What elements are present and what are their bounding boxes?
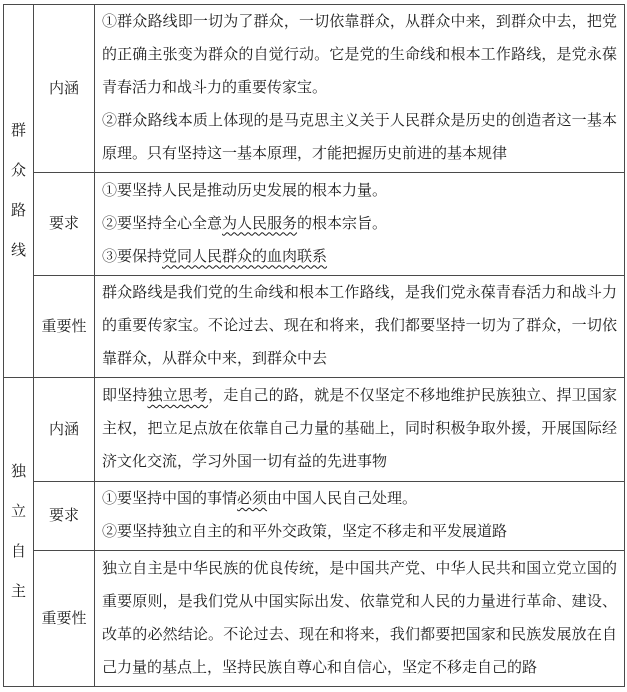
emphasized-text-segment: 必须: [237, 491, 268, 507]
section-title-independence: [4, 378, 34, 687]
row-label-requirements: 要求: [34, 482, 95, 551]
content-paragraph: [102, 277, 617, 376]
row-content-connotation: [95, 5, 625, 173]
row-label-importance: 重要性: [34, 276, 95, 378]
study-notes-table: [3, 4, 625, 687]
text-segment: ，走自己的路，就是不仅坚定不移地维护民族独立、捍卫国家主权，把立足点放在依靠自己力量的基础上，同时积极争取外援，开展国际经济文化交流，学习外国一切有益的先进事物: [102, 388, 617, 470]
text-segment: 即坚持: [102, 388, 148, 404]
content-paragraph: [102, 483, 617, 516]
text-segment: 由中国人民自己处理。: [267, 491, 418, 507]
row-content-connotation: [95, 378, 625, 482]
table-row: [4, 173, 625, 276]
text-segment: ②群众路线本质上体现的是马克思主义关于人民群众是历史的创造者这一基本原理。只有坚持这一基本原理，才能把握历史前进的基本规律: [102, 113, 617, 162]
content-paragraph: [102, 380, 617, 479]
table-row: [4, 276, 625, 378]
row-label-connotation: 内涵: [34, 5, 95, 173]
text-segment: ①要坚持人民是推动历史发展的根本力量。: [102, 182, 388, 199]
content-paragraph: [102, 516, 617, 549]
text-segment: 群众路线是我们党的生命线和根本工作路线，是我们党永葆青春活力和战斗力的重要传家宝。不论过去、现在和将来，我们都要坚持一切为了群众，一切依靠群众，从群众中来，到群众中去: [102, 285, 617, 367]
title-char: 自: [10, 544, 26, 560]
row-label-connotation: 内涵: [34, 378, 95, 482]
content-paragraph: [102, 6, 617, 105]
text-segment: 的根本宗旨。: [297, 215, 388, 232]
text-segment: ②要坚持独立自主的和平外交政策，坚定不移走和平发展道路: [102, 524, 508, 540]
emphasized-text-segment: 独立思考: [147, 388, 209, 404]
table-row: [4, 5, 625, 173]
table-row: [4, 482, 625, 551]
title-char: 线: [10, 243, 26, 259]
emphasized-text-segment: 为人民服务: [222, 215, 298, 232]
row-label-requirements: 要求: [34, 173, 95, 276]
section-title-mass-line: [4, 5, 34, 378]
title-char: 主: [10, 584, 26, 600]
table-body: [4, 5, 625, 687]
title-char: 立: [10, 504, 26, 520]
row-content-importance: [95, 551, 625, 687]
text-segment: ①要坚持中国的事情: [102, 491, 238, 507]
text-segment: ①群众路线即一切为了群众，一切依靠群众，从群众中来，到群众中去，把党的正确主张变为群众的自觉行动。它是党的生命线和根本工作路线，是党永葆青春活力和战斗力的重要传家宝。: [102, 14, 617, 96]
title-char: 众: [10, 163, 26, 179]
title-char: 独: [10, 464, 26, 480]
text-segment: 独立自主是中华民族的优良传统，是中国共产党、中华人民共和国立党立国的重要原则，是我们党从中国实际出发、依靠党和人民的力量进行革命、建设、改革的必然结论。不论过去、现在和将来，我们都要把国家和民族发展放在自己力量的基点上，坚持民族自尊心和自信心，坚定不移走自己的路: [102, 560, 617, 676]
title-char: 路: [10, 203, 26, 219]
content-paragraph: [102, 241, 617, 274]
content-paragraph: [102, 553, 617, 685]
text-segment: ②要坚持全心全意: [102, 215, 223, 232]
emphasized-text-segment: 党同人民群众的血肉联系: [162, 248, 328, 265]
table-row: [4, 378, 625, 482]
row-label-importance: 重要性: [34, 551, 95, 687]
table-row: [4, 551, 625, 687]
row-content-importance: [95, 276, 625, 378]
content-paragraph: [102, 175, 617, 208]
content-paragraph: [102, 208, 617, 241]
text-segment: ③要保持: [102, 248, 163, 265]
row-content-requirements: [95, 482, 625, 551]
row-content-requirements: [95, 173, 625, 276]
content-paragraph: [102, 105, 617, 171]
title-char: 群: [10, 123, 26, 139]
